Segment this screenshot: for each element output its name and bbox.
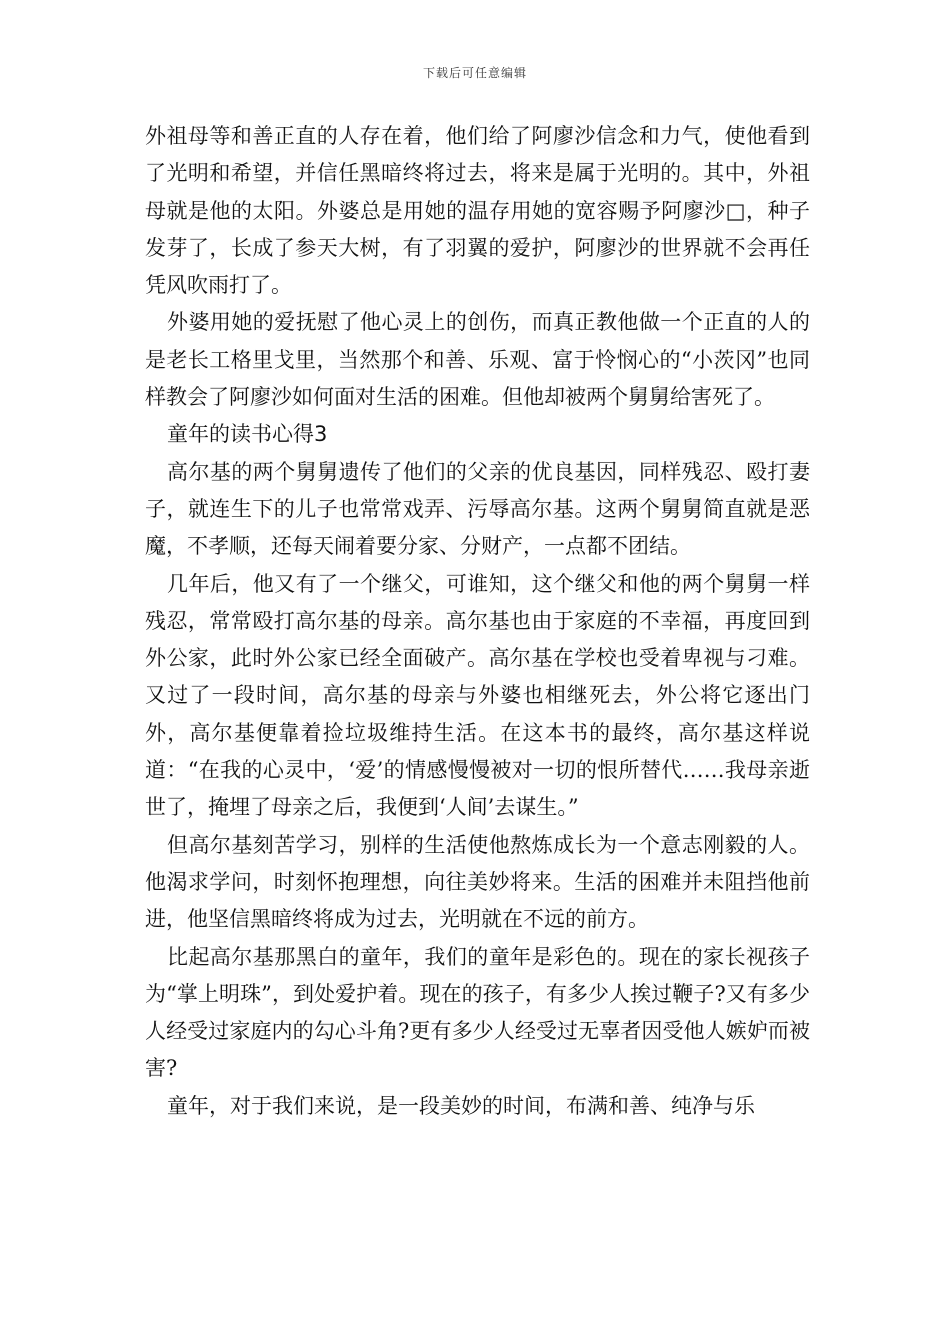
section-heading: 童年的读书心得3 (167, 422, 328, 447)
paragraph: 童年，对于我们来说，是一段美妙的时间，布满和善、纯净与乐 (167, 1093, 755, 1118)
paragraph-continuation: 外祖母等和善正直的人存在着，他们给了阿廖沙信念和力气，使他看到了光明和希望，并信任黑暗终将过去，将来是属于光明的。其中，外祖母就是他的太阳。外婆总是用她的温存用她的宽容赐予阿廖沙□，种子发芽了，长成了参天大树，有了羽翼的爱护，阿廖沙的世界就不会再任凭风吹雨打了。 (145, 124, 810, 298)
paragraph: 但高尔基刻苦学习，别样的生活使他熬炼成长为一个意志刚毅的人。他渴求学问，时刻怀抱理想，向往美妙将来。生活的困难并未阻挡他前进，他坚信黑暗终将成为过去，光明就在不远的前方。 (145, 832, 810, 932)
paragraph: 高尔基的两个舅舅遗传了他们的父亲的优良基因，同样残忍、殴打妻子，就连生下的儿子也常常戏弄、污辱高尔基。这两个舅舅简直就是恶魔，不孝顺，还每天闹着要分家、分财产，一点都不团结。 (145, 459, 810, 559)
document-body (145, 118, 810, 1125)
page-header: 下载后可任意编辑 (422, 66, 527, 80)
paragraph: 比起高尔基那黑白的童年，我们的童年是彩色的。现在的家长视孩子为“掌上明珠”，到处爱护着。现在的孩子，有多少人挨过鞭子?又有多少人经受过家庭内的勾心斗角?更有多少人经受过无辜者因受他人嫉妒而被害? (145, 944, 810, 1081)
paragraph: 几年后，他又有了一个继父，可谁知，这个继父和他的两个舅舅一样残忍，常常殴打高尔基的母亲。高尔基也由于家庭的不幸福，再度回到外公家，此时外公家已经全面破产。高尔基在学校也受着卑视与刁难。又过了一段时间，高尔基的母亲与外婆也相继死去，外公将它逐出门外，高尔基便靠着捡垃圾维持生活。在这本书的最终，高尔基这样说道：“在我的心灵中，‘爱’的情感慢慢被对一切的恨所替代……我母亲逝世了，掩埋了母亲之后，我便到‘人间’去谋生。” (145, 571, 810, 820)
paragraph: 外婆用她的爱抚慰了他心灵上的创伤，而真正教他做一个正直的人的是老长工格里戈里，当然那个和善、乐观、富于怜悯心的“小茨冈”也同样教会了阿廖沙如何面对生活的困难。但他却被两个舅舅给害死了。 (145, 310, 810, 410)
